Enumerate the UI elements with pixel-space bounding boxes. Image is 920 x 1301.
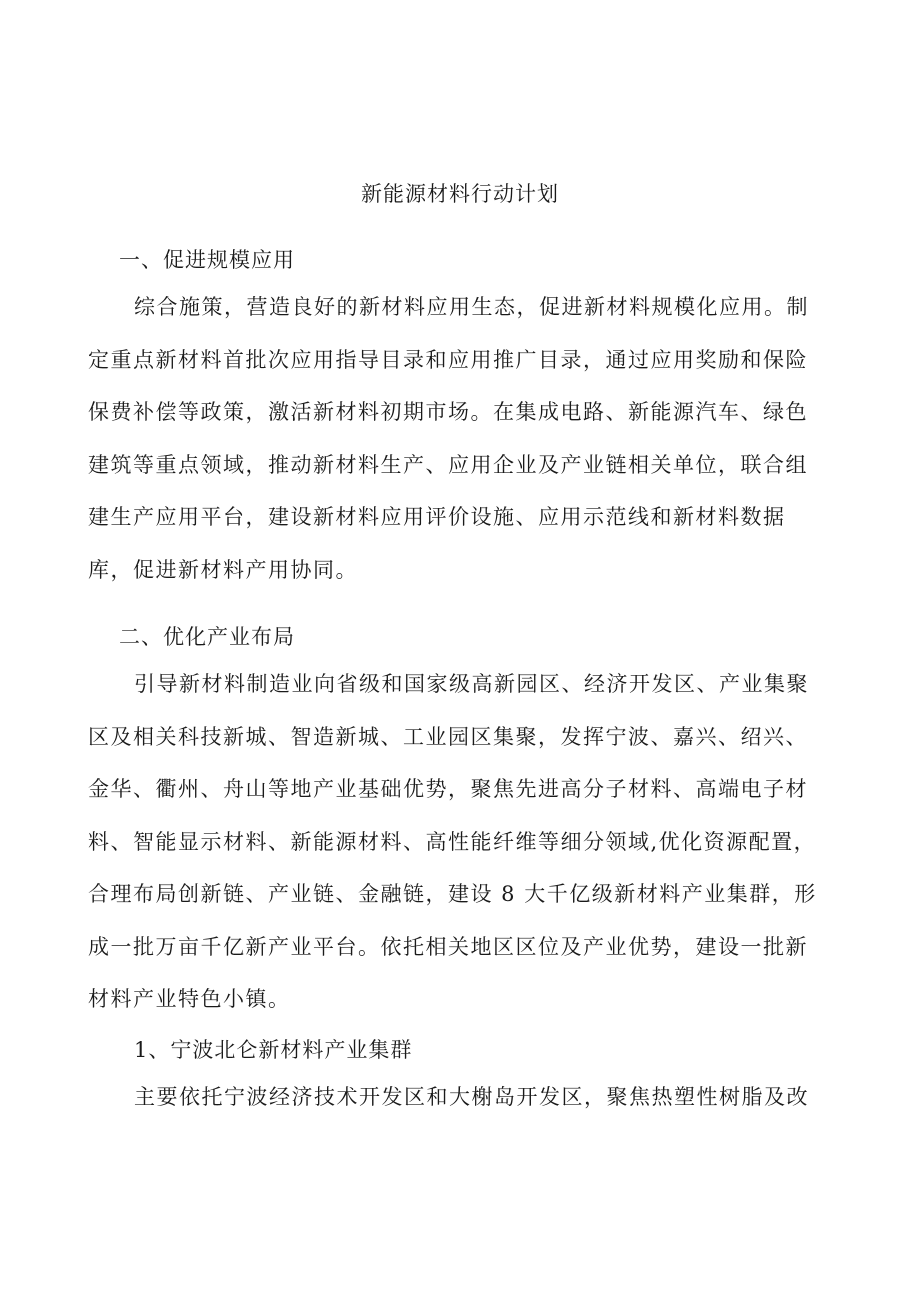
paragraph-line: 综合施策，营造良好的新材料应用生态，促进新材料规模化应用。制 — [134, 295, 809, 319]
document-title: 新能源材料行动计划 — [361, 182, 559, 206]
paragraph-line: 料、智能显示材料、新能源材料、高性能纤维等细分领域,优化资源配置， — [88, 829, 817, 854]
paragraph-line: 主要依托宁波经济技术开发区和大榭岛开发区，聚焦热塑性树脂及改 — [134, 1085, 809, 1109]
paragraph-line: 建筑等重点领域，推动新材料生产、应用企业及产业链相关单位，联合组 — [88, 452, 808, 477]
paragraph-line: 成一批万亩千亿新产业平台。依托相关地区区位及产业优势，建设一批新 — [88, 934, 808, 959]
paragraph-line: 区及相关科技新城、智造新城、工业园区集聚，发挥宁波、嘉兴、绍兴、 — [88, 724, 808, 749]
paragraph-line: 金华、衢州、舟山等地产业基础优势，聚焦先进高分子材料、高端电子材 — [88, 777, 808, 801]
paragraph-ningbo-beilun — [88, 1071, 848, 1124]
paragraph-line: 定重点新材料首批次应用指导目录和应用推广目录，通过应用奖励和保险 — [88, 347, 808, 372]
paragraph-scale-application — [88, 281, 848, 596]
paragraph-line: 合理布局创新链、产业链、金融链，建设 8 大千亿级新材料产业集群，形 — [88, 882, 817, 906]
paragraph-optimize-layout — [88, 658, 848, 1026]
paragraph-line: 材料产业特色小镇。 — [88, 987, 291, 1011]
subsection-heading-ningbo-beilun: 1、宁波北仑新材料产业集群 — [134, 1038, 413, 1062]
paragraph-line: 引导新材料制造业向省级和国家级高新园区、经济开发区、产业集聚 — [134, 672, 809, 696]
section-heading-optimize-layout: 二、优化产业布局 — [119, 625, 295, 649]
section-heading-scale-application: 一、促进规模应用 — [119, 248, 295, 272]
paragraph-line: 保费补偿等政策，激活新材料初期市场。在集成电路、新能源汽车、绿色 — [88, 400, 808, 424]
paragraph-line: 建生产应用平台，建设新材料应用评价设施、应用示范线和新材料数据 — [88, 505, 786, 529]
paragraph-line: 库，促进新材料产用协同。 — [88, 557, 358, 582]
